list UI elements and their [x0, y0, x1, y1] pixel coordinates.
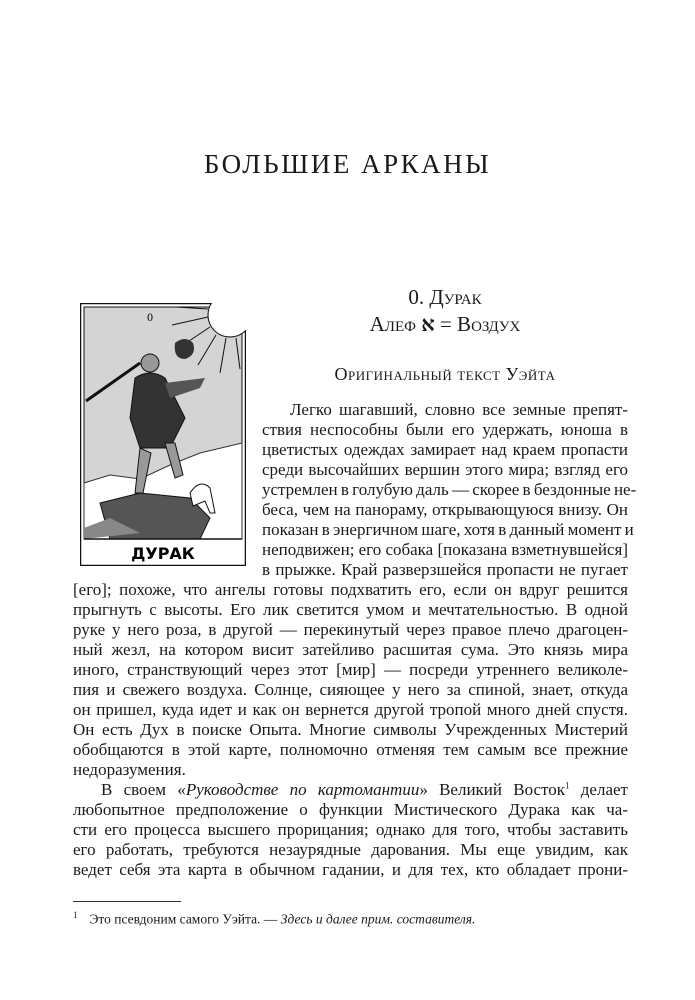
text-line: пия и свежего воздуха. Солнце, сияющее у него за спиной, знает, откуда [73, 680, 628, 699]
chapter-title: БОЛЬШИЕ АРКАНЫ [203, 149, 492, 179]
footnote-number: 1 [73, 910, 78, 920]
footnote-text: Это псевдоним самого Уэйта. — [89, 911, 281, 927]
footnote-ref[interactable]: 1 [565, 780, 570, 791]
card-subtitle [262, 312, 628, 336]
subtitle-letter-name: Алеф [369, 312, 416, 336]
text-line: среди высочайших вершин этого мира; взгляд его [262, 460, 628, 479]
text-line: сти его процесса высшего прорицания; однако для того, чтобы заставить [73, 820, 628, 839]
text-line: ведет себя эта карта в обычном гадании, и для тех, кто обладает прони- [73, 860, 628, 879]
text-line: иного, странствующий через этот [мир] — посреди утреннего великоле- [73, 660, 628, 679]
text-fragment: В своем « [101, 780, 186, 799]
text-line: Легко шагавший, словно все земные препят- [290, 400, 628, 419]
text-line: ный жезл, на котором висит затейливо расшитая сума. Это князь мира [73, 640, 628, 659]
text-line: он пришел, куда идет и как он вернется другой тропой много дней спустя. [73, 700, 628, 719]
card-title: 0. Дурак [408, 285, 482, 309]
text-fragment: делает [569, 780, 628, 799]
text-line: [его]; похоже, что ангелы готовы подхватить его, если он вдруг решится [73, 580, 628, 599]
text-line: цветистых одеждах замирает над краем пропасти [262, 440, 628, 459]
text-line: руке у него роза, в другой — перекинутый через правое плечо драгоцен- [73, 620, 628, 639]
text-line: любопытное предположение о функции Мистического Дурака как ча- [73, 800, 628, 819]
card-label: ДУРАК [131, 544, 195, 563]
text-line: обобщаются в этой карте, полномочно отменяя тем самым все прежние [73, 740, 628, 759]
text-fragment: » Великий Восток [419, 780, 566, 799]
text-line: в прыжке. Край разверзшейся пропасти не пугает [262, 560, 628, 579]
text-line: устремлен в голубую даль — скорее в бездонные не- [262, 480, 637, 499]
subheading: Оригинальный текст Уэйта [334, 364, 556, 384]
card-number: 0 [146, 313, 154, 324]
fool-tarot-card-illustration [80, 303, 246, 566]
text-line: Он есть Дух в поиске Опыта. Многие символы Учрежденных Мистерий [73, 720, 628, 739]
subtitle-element: = Воздух [439, 312, 521, 336]
text-line [73, 780, 628, 799]
book-title: Руководстве по картомантии [185, 780, 420, 799]
text-line: его работать, требуются незаурядные дарования. Мы еще увидим, как [73, 840, 628, 859]
text-line: недоразумения. [73, 760, 186, 779]
hebrew-letter: א [421, 312, 435, 336]
footnote-italic: Здесь и далее прим. составителя. [280, 911, 476, 927]
text-line: ствия неспособны были его удержать, юноша в [262, 420, 628, 439]
text-line: беса, чем на панораму, открывающуюся внизу. Он [262, 500, 628, 519]
text-line: неподвижен; его собака [показана взметнувшейся] [262, 540, 628, 559]
footnote-divider [73, 901, 181, 902]
text-line: показан в энергичном шаге, хотя в данный момент и [262, 520, 634, 539]
text-line: прыгнуть с высоты. Его лик светится умом и мечтательностью. В одной [73, 600, 628, 619]
footnote [73, 907, 475, 928]
